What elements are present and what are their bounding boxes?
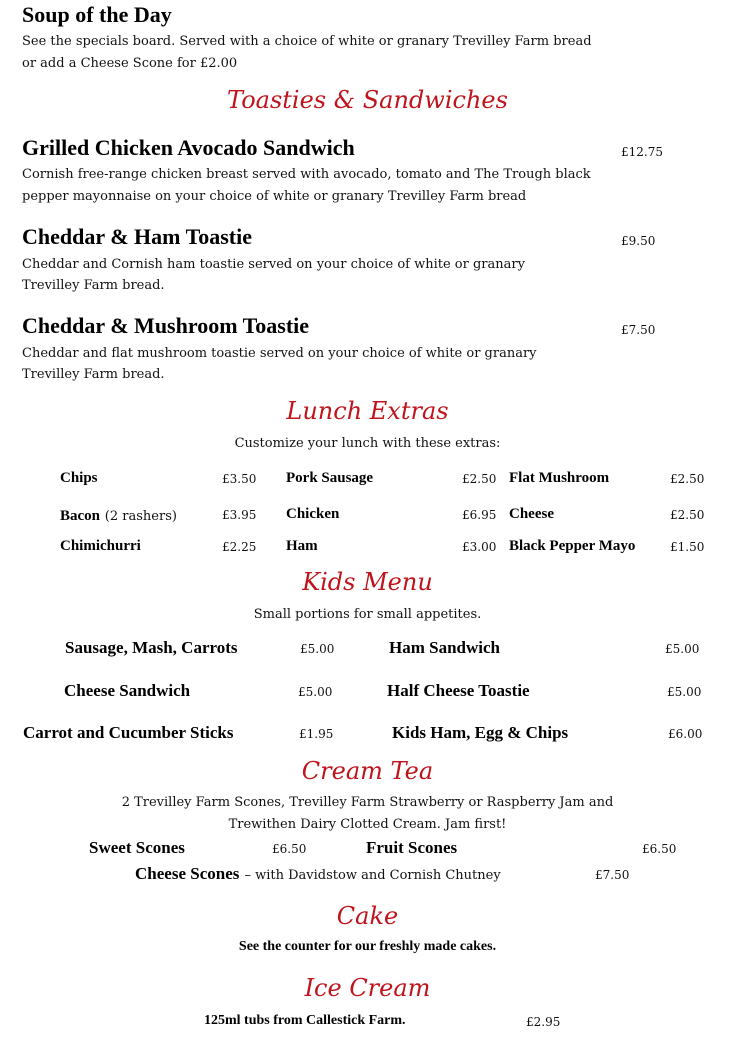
- lunch-extras-subtitle: Customize your lunch with these extras:: [234, 436, 501, 451]
- kids-item-name: Cheese Sandwich: [64, 681, 191, 700]
- cream-tea-heading: Cream Tea: [301, 757, 434, 785]
- cream-tea-description-line1: 2 Trevilley Farm Scones, Trevilley Farm Strawberry or Raspberry Jam and: [121, 795, 614, 810]
- soup-title: Soup of the Day: [22, 2, 172, 27]
- cream-tea-item-name: Cheese Scones: [135, 864, 240, 883]
- kids-item-name: Half Cheese Toastie: [387, 681, 530, 700]
- ice-cream-price: £2.95: [526, 1015, 561, 1029]
- extra-item-price: £2.50: [670, 472, 705, 486]
- extra-item-bacon: [60, 506, 177, 525]
- extra-item-note: (2 rashers): [104, 509, 177, 524]
- cream-tea-item-name: Sweet Scones: [89, 838, 185, 857]
- menu-item-name: Cheddar & Mushroom Toastie: [22, 313, 310, 338]
- menu-item-description: Trevilley Farm bread.: [22, 278, 165, 293]
- ice-cream-description: 125ml tubs from Callestick Farm.: [204, 1013, 406, 1028]
- lunch-extras-heading: Lunch Extras: [286, 397, 449, 425]
- extra-item-price: £3.50: [222, 472, 257, 486]
- extra-item-name: Black Pepper Mayo: [509, 538, 636, 554]
- kids-item-name: Ham Sandwich: [389, 638, 500, 657]
- extra-item-price: £3.00: [462, 540, 497, 554]
- kids-item-price: £5.00: [667, 685, 702, 699]
- cheese-scones-line: [135, 864, 501, 884]
- extra-item-name: Chicken: [286, 506, 340, 522]
- menu-item-price: £9.50: [621, 234, 656, 248]
- extra-item-price: £3.95: [222, 508, 257, 522]
- kids-item-price: £5.00: [300, 642, 335, 656]
- extra-item-price: £2.50: [462, 472, 497, 486]
- kids-menu-heading: Kids Menu: [302, 568, 433, 596]
- menu-item-price: £12.75: [621, 145, 663, 159]
- cream-tea-description-line2: Trewithen Dairy Clotted Cream. Jam first!: [228, 817, 507, 832]
- ice-cream-heading: Ice Cream: [304, 974, 431, 1002]
- extra-item-name: Chimichurri: [60, 538, 141, 554]
- menu-item-description: Cornish free-range chicken breast served with avocado, tomato and The Trough black: [22, 167, 591, 182]
- extra-item-price: £2.50: [670, 508, 705, 522]
- extra-item-price: £2.25: [222, 540, 257, 554]
- cake-heading: Cake: [336, 902, 399, 930]
- menu-item-name: Grilled Chicken Avocado Sandwich: [22, 135, 355, 160]
- kids-menu-subtitle: Small portions for small appetites.: [253, 607, 482, 622]
- kids-item-name: Sausage, Mash, Carrots: [65, 638, 238, 657]
- menu-item-description: pepper mayonnaise on your choice of white or granary Trevilley Farm bread: [22, 189, 527, 204]
- menu-item-description: Cheddar and flat mushroom toastie served on your choice of white or granary: [22, 346, 537, 361]
- kids-item-name: Kids Ham, Egg & Chips: [392, 723, 569, 742]
- menu-item-price: £7.50: [621, 323, 656, 337]
- kids-item-price: £6.00: [668, 727, 703, 741]
- extra-item-name: Pork Sausage: [286, 470, 374, 486]
- kids-item-price: £5.00: [665, 642, 700, 656]
- soup-description-line1: See the specials board. Served with a choice of white or granary Trevilley Farm bread: [22, 34, 592, 49]
- extra-item-name: Cheese: [509, 506, 554, 522]
- extra-item-name: Ham: [286, 538, 318, 554]
- soup-description-line2: or add a Cheese Scone for £2.00: [22, 56, 238, 71]
- cream-tea-item-price: £7.50: [595, 868, 630, 882]
- kids-item-price: £5.00: [298, 685, 333, 699]
- cream-tea-item-price: £6.50: [642, 842, 677, 856]
- extra-item-price: £1.50: [670, 540, 705, 554]
- extra-item-name: Chips: [60, 470, 98, 486]
- menu-item-description: Trevilley Farm bread.: [22, 367, 165, 382]
- cream-tea-item-price: £6.50: [272, 842, 307, 856]
- kids-item-price: £1.95: [299, 727, 334, 741]
- cream-tea-item-suffix: – with Davidstow and Cornish Chutney: [244, 868, 501, 883]
- kids-item-name: Carrot and Cucumber Sticks: [23, 723, 234, 742]
- cream-tea-item-name: Fruit Scones: [366, 838, 458, 857]
- menu-item-name: Cheddar & Ham Toastie: [22, 224, 253, 249]
- extra-item-name: Flat Mushroom: [509, 470, 610, 486]
- extra-item-name: Bacon: [60, 508, 101, 524]
- menu-item-description: Cheddar and Cornish ham toastie served on your choice of white or granary: [22, 257, 525, 272]
- cake-description: See the counter for our freshly made cakes.: [238, 939, 497, 954]
- extra-item-price: £6.95: [462, 508, 497, 522]
- toasties-heading: Toasties & Sandwiches: [227, 86, 508, 114]
